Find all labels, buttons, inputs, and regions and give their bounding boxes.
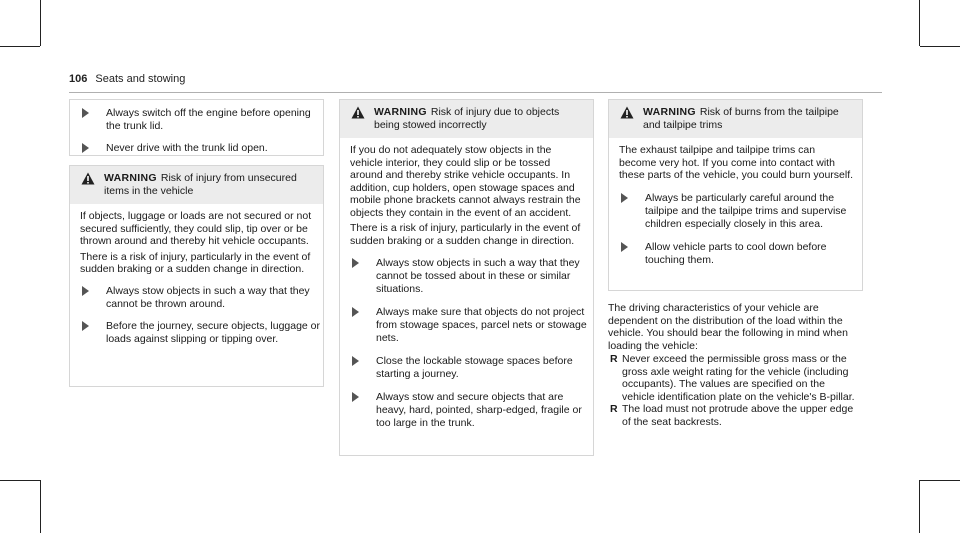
warning-label: WARNING (374, 106, 427, 118)
action-text: Always make sure that objects do not project from stowage spaces, parcel nets or stowage nets. (376, 306, 587, 344)
action-item (340, 355, 593, 381)
bullet-symbol: R (610, 353, 618, 365)
action-item (609, 241, 862, 267)
warning-paragraph: If objects, luggage or loads are not secured or not secured sufficiently, they could slip, tip over or be thrown around and thereby hit vehicle occupants. (80, 210, 312, 247)
warning-paragraph: If you do not adequately stow objects in the vehicle interior, they could slip or be tossed around and thereby strike vehicle occupants. In addition, cup holders, open stowage spaces and mobile phone brackets cannot always restrain the objects they contain in the event of an accident. (350, 144, 581, 219)
col1-action-box (69, 99, 324, 156)
action-text: Always stow objects in such a way that they cannot be tossed about in these or similar situations. (376, 257, 580, 295)
warning-title: Risk of burns from the tailpipe and tailpipe trims (643, 106, 839, 131)
arrow-right-icon (82, 286, 89, 296)
load-distribution-section (608, 302, 860, 428)
action-item (609, 192, 862, 231)
arrow-right-icon (82, 321, 89, 331)
list-item-text: The load must not protrude above the upper edge of the seat backrests. (622, 403, 854, 428)
arrow-right-icon (82, 108, 89, 118)
action-text: Before the journey, secure objects, luggage or loads against slipping or tipping over. (106, 319, 321, 345)
warning-paragraph: The exhaust tailpipe and tailpipe trims can become very hot. If you come into contact with these parts of the vehicle, you could burn yourself. (619, 144, 854, 181)
section-title: Seats and stowing (95, 73, 186, 85)
action-text: Always stow objects in such a way that they cannot be thrown around. (106, 284, 310, 310)
arrow-right-icon (621, 242, 628, 252)
col1-warning-box (69, 165, 324, 387)
arrow-right-icon (352, 307, 359, 317)
arrow-right-icon (352, 392, 359, 402)
action-item (340, 306, 593, 345)
action-item (70, 285, 323, 311)
action-item (340, 391, 593, 430)
action-item (70, 320, 323, 346)
warning-triangle-icon (620, 106, 634, 119)
page-header (69, 73, 185, 85)
warning-paragraph: There is a risk of injury, particularly in the event of sudden braking or a sudden change in direction. (80, 250, 311, 275)
list-item (608, 353, 860, 403)
crop-mark (40, 0, 41, 46)
arrow-right-icon (352, 356, 359, 366)
action-text: Never drive with the trunk lid open. (106, 142, 268, 154)
arrow-right-icon (352, 258, 359, 268)
header-rule (69, 92, 882, 93)
arrow-right-icon (621, 193, 628, 203)
action-item (70, 142, 323, 155)
list-item-text: Never exceed the permissible gross mass or the gross axle weight rating for the vehicle (including occupants). The values are specified on the vehicle identification plate on the vehicle's B-pillar. (622, 353, 855, 403)
action-text: Always be particularly careful around the tailpipe and the tailpipe trims and supervise children especially closely in this area. (645, 191, 847, 230)
list-item (608, 403, 860, 428)
intro-paragraph: The driving characteristics of your vehicle are dependent on the distribution of the load within the vehicle. You should bear the following in mind when loading the vehicle: (608, 302, 848, 352)
col3-warning-box (608, 99, 863, 291)
warning-triangle-icon (81, 172, 95, 185)
warning-label: WARNING (104, 172, 157, 184)
warning-header (340, 100, 593, 138)
warning-triangle-icon (351, 106, 365, 119)
crop-mark (920, 46, 960, 47)
warning-label: WARNING (643, 106, 696, 118)
page-number: 106 (69, 73, 88, 85)
crop-mark (0, 480, 40, 481)
crop-mark (0, 46, 40, 47)
action-item (70, 107, 323, 133)
warning-header (609, 100, 862, 138)
warning-paragraph: There is a risk of injury, particularly in the event of sudden braking or a sudden change in direction. (350, 222, 581, 247)
action-item (340, 257, 593, 296)
action-text: Close the lockable stowage spaces before starting a journey. (376, 355, 573, 380)
col2-warning-box (339, 99, 594, 456)
crop-mark (40, 480, 41, 533)
warning-header (70, 166, 323, 204)
action-text: Allow vehicle parts to cool down before touching them. (645, 240, 827, 266)
action-text: Always switch off the engine before opening the trunk lid. (106, 107, 311, 132)
arrow-right-icon (82, 143, 89, 153)
bullet-symbol: R (610, 403, 618, 415)
action-text: Always stow and secure objects that are heavy, hard, pointed, sharp-edged, fragile or too large in the trunk. (376, 391, 582, 429)
crop-mark (919, 480, 920, 533)
warning-title: Risk of injury due to objects being stowed incorrectly (374, 106, 560, 131)
crop-mark (919, 0, 920, 46)
warning-title: Risk of injury from unsecured items in the vehicle (104, 172, 297, 197)
crop-mark (920, 480, 960, 481)
